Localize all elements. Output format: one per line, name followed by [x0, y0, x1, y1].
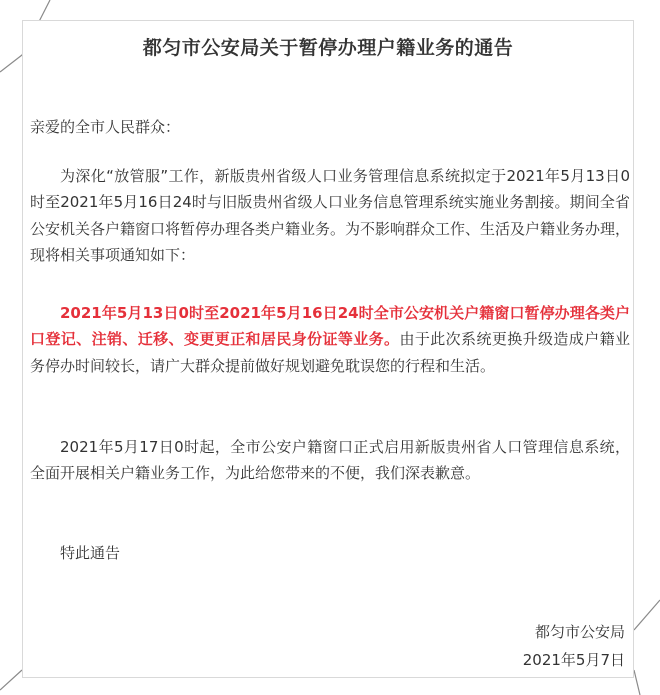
paragraph-intro: 为深化“放管服”工作，新版贵州省级人口业务管理信息系统拟定于2021年5月13日0时至2021年5月16日24时与旧版贵州省级人口业务信息管理系统实施业务割接。期间全省公安机关各户籍窗口将暂停办理各类户籍业务。为不影响群众工作、生活及户籍业务办理，现将相关事项通知如下： — [30, 167, 631, 265]
closing-statement: 特此通告 — [60, 544, 121, 562]
issue-date: 2021年5月7日 — [522, 651, 625, 669]
suspension-explanation: 由于此次系统更换升级造成户籍业务停办时间较长，请广大群众提前做好规划避免耽误您的行程和生活。 — [30, 330, 630, 375]
notice-document — [22, 20, 634, 678]
paragraph-suspension — [30, 300, 630, 379]
suspension-highlight: 2021年5月13日0时至2021年5月16日24时全市公安机关户籍窗口暂停办理各类户口登记、注销、迁移、变更更正和居民身份证等业务。 — [30, 304, 630, 349]
signature: 都匀市公安局 — [534, 623, 625, 641]
paragraph-resumption: 2021年5月17日0时起，全市公安户籍窗口正式启用新版贵州省人口管理信息系统，全面开展相关户籍业务工作，为此给您带来的不便，我们深表歉意。 — [30, 438, 630, 483]
greeting: 亲爱的全市人民群众： — [30, 118, 181, 136]
notice-title: 都匀市公安局关于暂停办理户籍业务的通告 — [142, 37, 514, 59]
